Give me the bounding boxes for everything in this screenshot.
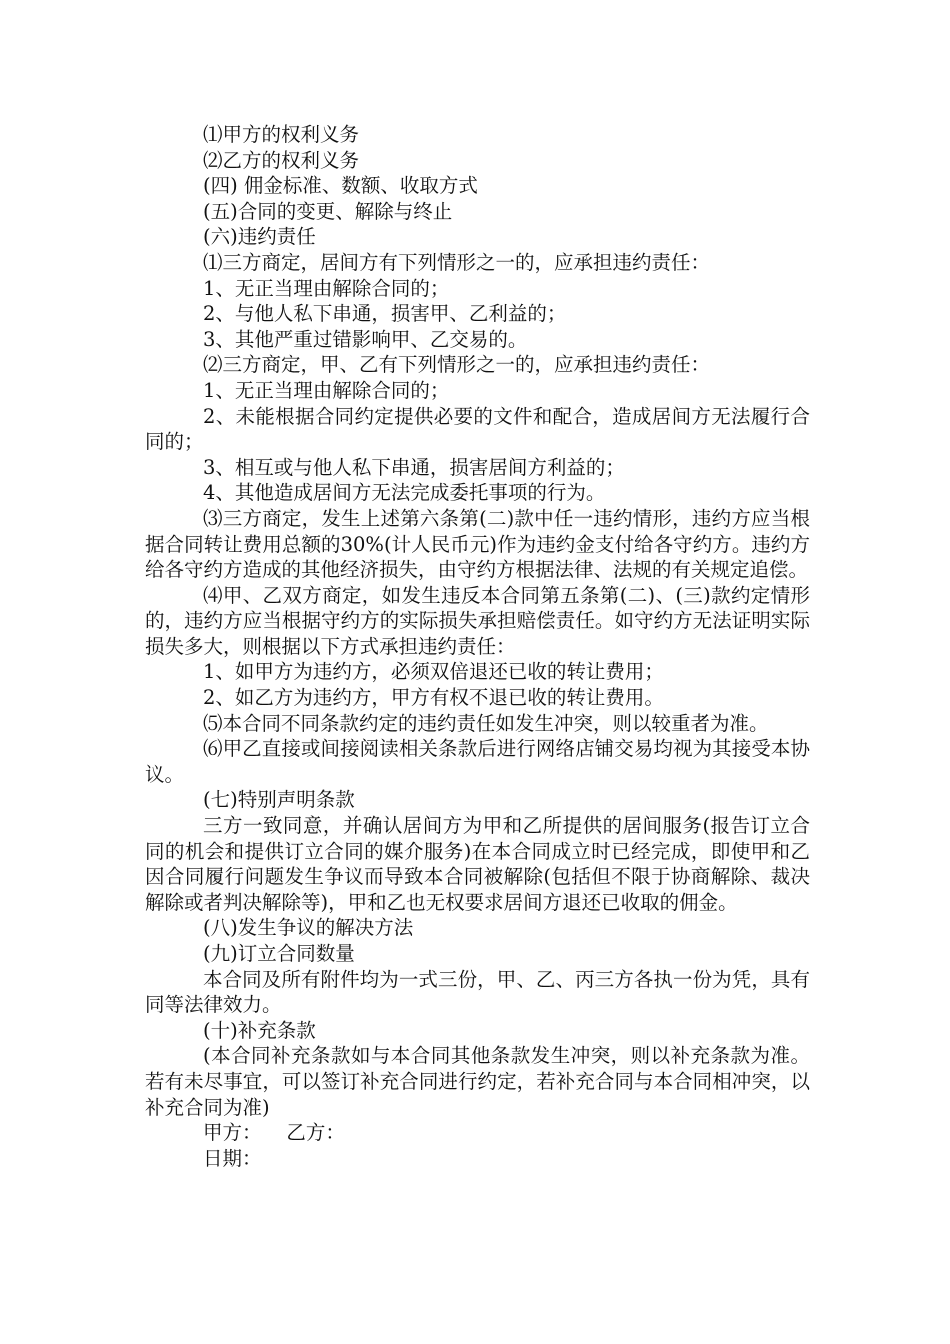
breach-parties-item-1: 1、无正当理由解除合同的；: [203, 378, 450, 402]
party-a-label: 甲方：: [203, 1121, 262, 1145]
document-page: [145, 122, 810, 1171]
copies-body: 本合同及所有附件均为一式三份，甲、乙、丙三方各执一份为凭，具有同等法律效力。: [145, 967, 810, 1017]
supplementary-body: (本合同补充条款如与本合同其他条款发生冲突，则以补充条款为准。若有未尽事宜，可以签订补充合同进行约定，若补充合同与本合同相冲突，以补充合同为准): [145, 1044, 810, 1119]
penalty-item-2: 2、如乙方为违约方，甲方有权不退已收的转让费用。: [203, 686, 664, 710]
breach-parties-item-2: 2、未能根据合同约定提供必要的文件和配合，造成居间方无法履行合同的；: [145, 404, 810, 454]
breach-intermediary-item-1: 1、无正当理由解除合同的；: [203, 276, 450, 300]
penalty-clause-6: ⑹甲乙直接或间接阅读相关条款后进行网络店铺交易均视为其接受本协议。: [145, 737, 810, 786]
clause-1-party-a-rights: ⑴甲方的权利义务: [203, 123, 360, 146]
penalty-clause-4: ⑷甲、乙双方商定，如发生违反本合同第五条第(二)、(三)款约定情形的，违约方应当根据守约方的实际损失承担赔偿责任。如守约方无法证明实际损失多大，则根据以下方式承担违约责任：: [145, 583, 810, 658]
penalty-item-1: 1、如甲方为违约方，必须双倍退还已收的转让费用；: [203, 660, 664, 684]
section-4-commission: (四) 佣金标准、数额、收取方式: [203, 174, 478, 198]
clause-2-party-b-rights: ⑵乙方的权利义务: [203, 148, 360, 172]
breach-intermediary-item-3: 3、其他严重过错影响甲、乙交易的。: [203, 327, 528, 351]
section-8-dispute-resolution: (八)发生争议的解决方法: [203, 916, 414, 940]
section-5-change-termination: (五)合同的变更、解除与终止: [203, 199, 453, 223]
date-row: [145, 1146, 810, 1172]
section-7-special-statement: (七)特别声明条款: [203, 788, 355, 812]
breach-parties-item-3: 3、相互或与他人私下串通，损害居间方利益的；: [203, 455, 625, 479]
section-6-breach-liability: (六)违约责任: [203, 225, 316, 249]
date-label: 日期：: [203, 1146, 262, 1170]
breach-intermediary-heading: ⑴三方商定，居间方有下列情形之一的，应承担违约责任：: [203, 250, 711, 274]
special-statement-body: 三方一致同意，并确认居间方为甲和乙所提供的居间服务(报告订立合同的机会和提供订立合同的媒介服务)在本合同成立时已经完成，即使甲和乙因合同履行问题发生争议而导致本合同被解除(包括但不限于协商解除、裁决解除或者判决解除等)，甲和乙也无权要求居间方退还已收取的佣金。: [145, 814, 810, 914]
breach-parties-item-4: 4、其他造成居间方无法完成委托事项的行为。: [203, 481, 606, 505]
penalty-clause-5: ⑸本合同不同条款约定的违约责任如发生冲突，则以较重者为准。: [203, 711, 769, 735]
section-9-copies: (九)订立合同数量: [203, 942, 355, 965]
penalty-clause-3: ⑶三方商定，发生上述第六条第(二)款中任一违约情形，违约方应当根据合同转让费用总额的30%(计人民币元)作为违约金支付给各守约方。违约方给各守约方造成的其他经济损失，由守约方根据法律、法规的有关规定追偿。: [145, 506, 810, 582]
signature-row: [145, 1120, 810, 1146]
breach-parties-heading: ⑵三方商定，甲、乙有下列情形之一的，应承担违约责任：: [203, 353, 711, 377]
breach-intermediary-item-2: 2、与他人私下串通，损害甲、乙利益的；: [203, 302, 567, 326]
section-10-supplementary: (十)补充条款: [203, 1018, 316, 1042]
party-b-label: 乙方：: [286, 1121, 345, 1145]
